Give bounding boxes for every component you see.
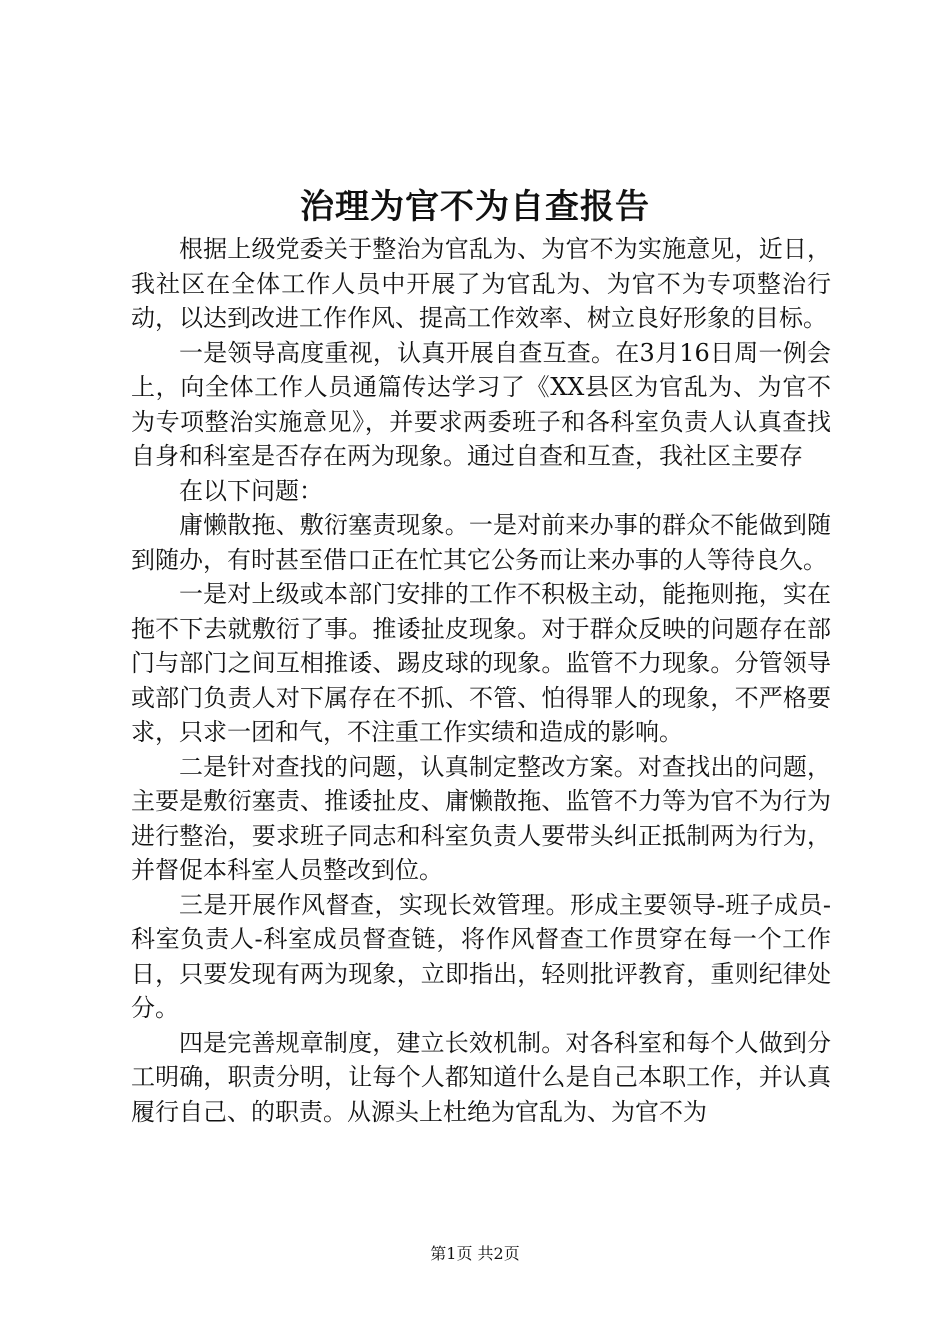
paragraph: 一是对上级或本部门安排的工作不积极主动，能拖则拖，实在拖不下去就敷衍了事。推诿扯皮现象。对于群众反映的问题存在部门与部门之间互相推诿、踢皮球的现象。监管不力现象。分管领导或部门负责人对下属存在不抓、不管、怕得罪人的现象，不严格要求，只求一团和气，不注重工作实绩和造成的影响。 (131, 580, 831, 746)
paragraph: 庸懒散拖、敷衍塞责现象。一是对前来办事的群众不能做到随到随办，有时甚至借口正在忙其它公务而让来办事的人等待良久。 (131, 511, 831, 574)
paragraph: 三是开展作风督查，实现长效管理。形成主要领导-班子成员-科室负责人-科室成员督查链，将作风督查工作贯穿在每一个工作日，只要发现有两为现象，立即指出，轻则批评教育，重则纪律处分。 (131, 890, 831, 1022)
document-title: 治理为官不为自查报告 (300, 187, 650, 227)
paragraph: 四是完善规章制度，建立长效机制。对各科室和每个人做到分工明确，职责分明，让每个人都知道什么是自己本职工作，并认真履行自己、的职责。从源头上杜绝为官乱为、为官不为 (131, 1028, 831, 1126)
paragraph: 一是领导高度重视，认真开展自查互查。在3月16日周一例会上，向全体工作人员通篇传达学习了《XX县区为官乱为、为官不为专项整治实施意见》，并要求两委班子和各科室负责人认真查找自身和科室是否存在两为现象。通过自查和互查，我社区主要存 (131, 338, 831, 470)
page-footer: 第1页 共2页 (430, 1244, 520, 1263)
paragraph: 根据上级党委关于整治为官乱为、为官不为实施意见，近日，我社区在全体工作人员中开展了为官乱为、为官不为专项整治行动，以达到改进工作作风、提高工作效率、树立良好形象的目标。 (131, 235, 831, 332)
document-body (131, 232, 831, 1129)
paragraph: 二是针对查找的问题，认真制定整改方案。对查找出的问题，主要是敷衍塞责、推诿扯皮、庸懒散拖、监管不力等为官不为行为进行整治，要求班子同志和科室负责人要带头纠正抵制两为行为，并督促本科室人员整改到位。 (131, 752, 831, 884)
paragraph: 在以下问题： (179, 476, 323, 505)
